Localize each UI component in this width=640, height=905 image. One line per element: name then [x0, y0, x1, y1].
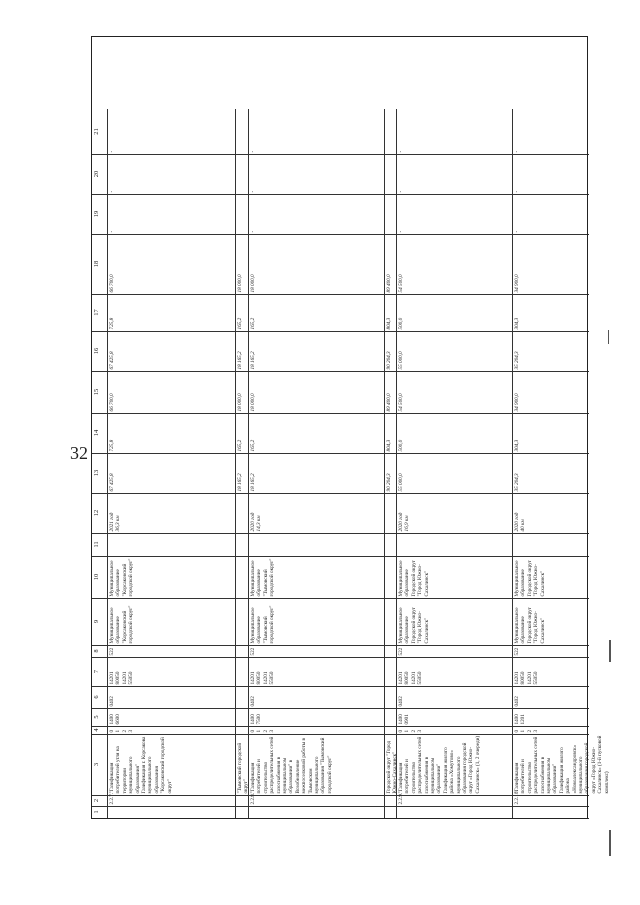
column-header: 3 [91, 734, 108, 796]
table-cell: 67 425,8 [107, 453, 236, 494]
table-cell: - [248, 194, 385, 235]
table-cell: 34 900,0 [512, 234, 589, 295]
column-header: 5 [91, 708, 108, 727]
table-cell: 66 700,0 [107, 371, 236, 414]
table-cell [235, 686, 249, 709]
table-cell: 725,8 [107, 413, 236, 454]
table-cell [235, 726, 249, 735]
table-cell: 500,0 [396, 413, 513, 454]
table-cell: "Газификация потребителей и строительство распределительных сетей газоснабжения в муниципальном образовании" в Возобновление межпоселковой работы в Тымовском муниципального образования "Тымовский городской округ" [248, 734, 385, 796]
table-cell: 66 700,0 [107, 234, 236, 295]
table-cell [248, 806, 385, 819]
table-cell: 0402 [248, 686, 385, 709]
table-cell: "Тымовский городской округ" [235, 734, 249, 796]
page-number: 32 [70, 443, 88, 463]
table-cell [235, 556, 249, 599]
table-cell: 165,2 [235, 413, 249, 454]
table-cell [235, 194, 249, 235]
table-cell: Муниципальное образование Городской округ "Город Южно-Сахалинск" [512, 556, 589, 599]
table-cell [107, 533, 236, 557]
table-cell: 725,8 [107, 294, 236, 332]
table-cell: - [512, 194, 589, 235]
table-cell: 500,0 [396, 294, 513, 332]
table-cell: 54 500,0 [396, 371, 513, 414]
table-cell: - [512, 154, 589, 195]
table-cell: 18 165,2 [248, 331, 385, 372]
table-cell: 2021 год 36,3 км [107, 493, 236, 534]
table-cell [512, 533, 589, 557]
table-cell: 165,2 [248, 413, 385, 454]
table-cell: - [248, 109, 385, 155]
table-cell [235, 493, 249, 534]
table-cell: 522 [512, 645, 589, 658]
table-cell: - [512, 109, 589, 155]
table-cell: "Газификация потребителей и строительство распределительных сетей газоснабжения в муниципальном образовании" Газификация жилого района «Новоалександровск» муниципального образования городской округ «Город Южно-Сахалинск» (1-й пусковой комплекс) [512, 734, 589, 796]
table-cell: 54 500,0 [396, 234, 513, 295]
column-header: 6 [91, 686, 108, 709]
column-header: 12 [91, 493, 108, 534]
table-cell: 18 000,0 [235, 371, 249, 414]
table-cell: 18 000,0 [235, 234, 249, 295]
margin-mark [609, 830, 611, 856]
table-cell: 165,2 [248, 294, 385, 332]
table-cell: Муниципальное образование Городской округ "Город Южно-Сахалинск" [396, 556, 513, 599]
table-cell: "Газификация потребителей и строительство распределительных сетей газоснабжения в муниципальном образовании" Газификация жилого района «Хомутово» муниципального образования городской округ «Город Южно-Сахалинск» (1, 2 очереди) [396, 734, 513, 796]
column-header: 4 [91, 726, 108, 735]
table-cell: 1400 6600 [107, 708, 236, 727]
table-cell: Городской округ "Город Южно-Сахалинск" [384, 734, 397, 796]
table-cell: 18 000,0 [248, 371, 385, 414]
table-cell: 304,3 [512, 294, 589, 332]
table-cell: 804,3 [384, 294, 397, 332]
table-cell: Муниципальное образование "Тымовский городской округ" [248, 556, 385, 599]
table-cell: - [248, 154, 385, 195]
table-cell: 0 1 2 3 [512, 726, 589, 735]
column-header: 10 [91, 556, 108, 599]
table-cell: 1400 0901 [396, 708, 513, 727]
table-cell: 14201 80050 14201 55050 [396, 657, 513, 687]
table-cell [235, 109, 249, 155]
table-cell: 2020 год 40 км [512, 493, 589, 534]
table-cell: 304,3 [512, 413, 589, 454]
column-header: 19 [91, 194, 108, 235]
column-header: 11 [91, 533, 108, 557]
table-cell: 522 [396, 645, 513, 658]
column-header: 17 [91, 294, 108, 332]
table-cell: 1400 1201 [512, 708, 589, 727]
table-cell: 55 000,0 [396, 331, 513, 372]
table-cell: 804,3 [384, 413, 397, 454]
table-cell [512, 806, 589, 819]
table-cell: Муниципальное образование "Корсаковский городской округ" [107, 556, 236, 599]
column-header: 15 [91, 371, 108, 414]
table-cell: 18 165,2 [235, 453, 249, 494]
table-cell: Муниципальное образование "Корсаковский городской округ" [107, 598, 236, 646]
column-header: 16 [91, 331, 108, 372]
column-header: 20 [91, 154, 108, 195]
table-cell [235, 708, 249, 727]
table-cell [235, 795, 249, 807]
table-cell [396, 533, 513, 557]
column-header: 2 [91, 795, 108, 807]
column-header: 7 [91, 657, 108, 687]
table-cell: - [107, 154, 236, 195]
table-cell: 0402 [107, 686, 236, 709]
column-header: 14 [91, 413, 108, 454]
table-cell: 2.2.9. [396, 795, 513, 807]
budget-table [91, 36, 610, 819]
table-cell [396, 806, 513, 819]
column-header: 9 [91, 598, 108, 646]
table-cell [235, 154, 249, 195]
table-cell: 0402 [396, 686, 513, 709]
table-cell: 0402 [512, 686, 589, 709]
table-cell: 0 1 2 3 [107, 726, 236, 735]
table-cell: 0 1 2 3 [248, 726, 385, 735]
table-cell: 522 [107, 645, 236, 658]
table-cell: 89 400,0 [384, 371, 397, 414]
table-cell: Муниципальное образование Городской округ "Город Южно-Сахалинск" [512, 598, 589, 646]
table-cell: - [107, 109, 236, 155]
table-cell: 89 400,0 [384, 234, 397, 295]
table-cell: - [396, 109, 513, 155]
table-cell [248, 533, 385, 557]
table-cell: Муниципальное образование "Тымовский городской округ" [248, 598, 385, 646]
column-header: 8 [91, 645, 108, 658]
margin-mark [608, 330, 609, 344]
column-header: 21 [91, 109, 108, 155]
table-cell: 14201 80050 14201 55050 [107, 657, 236, 687]
table-cell: - [107, 194, 236, 235]
table-cell: 2.2.7. [107, 795, 236, 807]
table-cell: 67 425,8 [107, 331, 236, 372]
column-header: 13 [91, 453, 108, 494]
margin-mark [609, 640, 611, 662]
table-cell: 165,2 [235, 294, 249, 332]
table-cell: 2020 год 16,9 км [396, 493, 513, 534]
table-cell: Муниципальное образование Городской округ "Город Южно-Сахалинск" [396, 598, 513, 646]
table-cell: 35 204,3 [512, 331, 589, 372]
table-cell [235, 645, 249, 658]
column-header: 18 [91, 234, 108, 295]
table-cell: 35 204,3 [512, 453, 589, 494]
table-cell: 2.2.8. [248, 795, 385, 807]
table-sheet [91, 36, 610, 819]
table-cell: 14201 80050 14201 55050 [512, 657, 589, 687]
column-header: 1 [91, 806, 108, 819]
table-cell: 14201 80050 14201 55050 [248, 657, 385, 687]
table-cell: 2020 год 14,3 км [248, 493, 385, 534]
table-cell: 18 165,2 [248, 453, 385, 494]
table-cell: 18 000,0 [248, 234, 385, 295]
table-cell: - [396, 154, 513, 195]
table-cell [107, 806, 236, 819]
table-cell [235, 657, 249, 687]
table-cell: 0 1 2 3 [396, 726, 513, 735]
table-cell: 522 [248, 645, 385, 658]
table-cell: 1400 7500 [248, 708, 385, 727]
table-cell: 90 204,3 [384, 331, 397, 372]
table-cell [235, 533, 249, 557]
table-cell: 34 900,0 [512, 371, 589, 414]
table-cell: 55 000,0 [396, 453, 513, 494]
table-cell [235, 598, 249, 646]
table-cell: "Газификация потребителей угля на территории муниципального образования" Газификация г. Корсакова муниципального образования "Корсаковский городской округ" [107, 734, 236, 796]
table-cell [235, 806, 249, 819]
table-cell: 2.2.10. [512, 795, 589, 807]
table-cell: 18 165,2 [235, 331, 249, 372]
table-cell: - [396, 194, 513, 235]
table-cell: 90 204,3 [384, 453, 397, 494]
